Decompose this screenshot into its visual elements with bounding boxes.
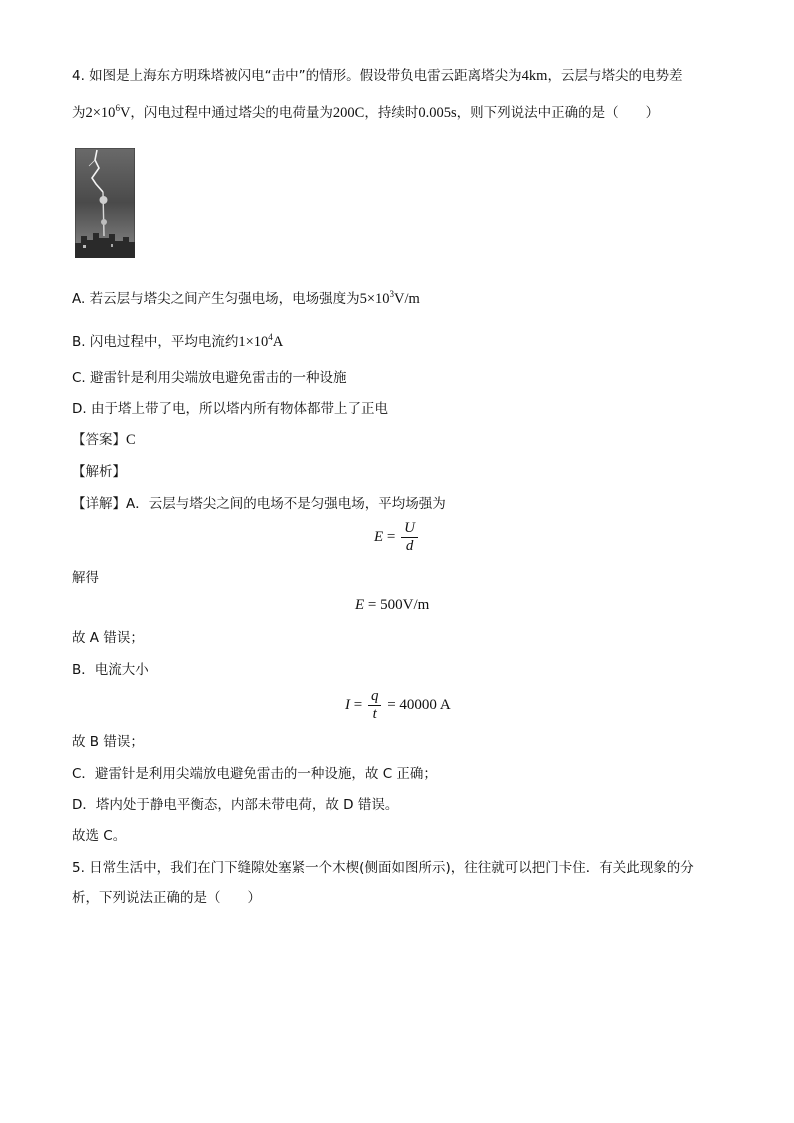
analysis-label: 【解析】	[72, 464, 126, 480]
q4-option-a: A. 若云层与塔尖之间产生匀强电场，电场强度为$5\times 10^3V/m$	[72, 289, 420, 307]
q4-option-b: B. 闪电过程中，平均电流约$1\times 10^4A$	[72, 332, 284, 350]
equation-e-u-over-d: E = $\frac{U}{d}$	[374, 520, 420, 555]
lightning-tower-photo	[75, 148, 135, 258]
c-correct: C．避雷针是利用尖端放电避免雷击的一种设施，故 C 正确；	[72, 766, 437, 782]
b-current: B．电流大小	[72, 662, 149, 678]
q5-stem-line1: 5. 日常生活中，我们在门下缝隙处塞紧一个木楔(侧面如图所示)，往往就可以把门卡住．有关此现象的分	[72, 860, 694, 876]
solve-label: 解得	[72, 570, 99, 586]
equation-e-value: E = 500V/m	[355, 597, 430, 613]
q4-stem-line1: 4. 如图是上海东方明珠塔被闪电“击中”的情形。假设带负电雷云距离塔尖为4km，云层与塔尖的电势差	[72, 68, 683, 84]
b-wrong: 故 B 错误；	[72, 734, 144, 750]
answer-line: 【答案】C	[72, 432, 136, 448]
q5-stem-line2: 析，下列说法正确的是（ ）	[72, 890, 261, 906]
d-wrong: D．塔内处于静电平衡态，内部未带电荷，故 D 错误。	[72, 797, 399, 813]
a-wrong: 故 A 错误；	[72, 630, 144, 646]
q4-option-c: C. 避雷针是利用尖端放电避免雷击的一种设施	[72, 370, 347, 386]
equation-current: I = $\frac{q}{t}$ = 40000 A	[345, 688, 451, 722]
q4-stem-line2: 为$2\times 10^6V$，闪电过程中通过塔尖的电荷量为200C，持续时0.005s，则下列说法中正确的是（ ）	[72, 103, 660, 121]
final-choice: 故选 C。	[72, 828, 127, 844]
q4-option-d: D. 由于塔上带了电，所以塔内所有物体都带上了正电	[72, 401, 388, 417]
detail-a: 【详解】A．云层与塔尖之间的电场不是匀强电场，平均场强为	[72, 496, 446, 512]
